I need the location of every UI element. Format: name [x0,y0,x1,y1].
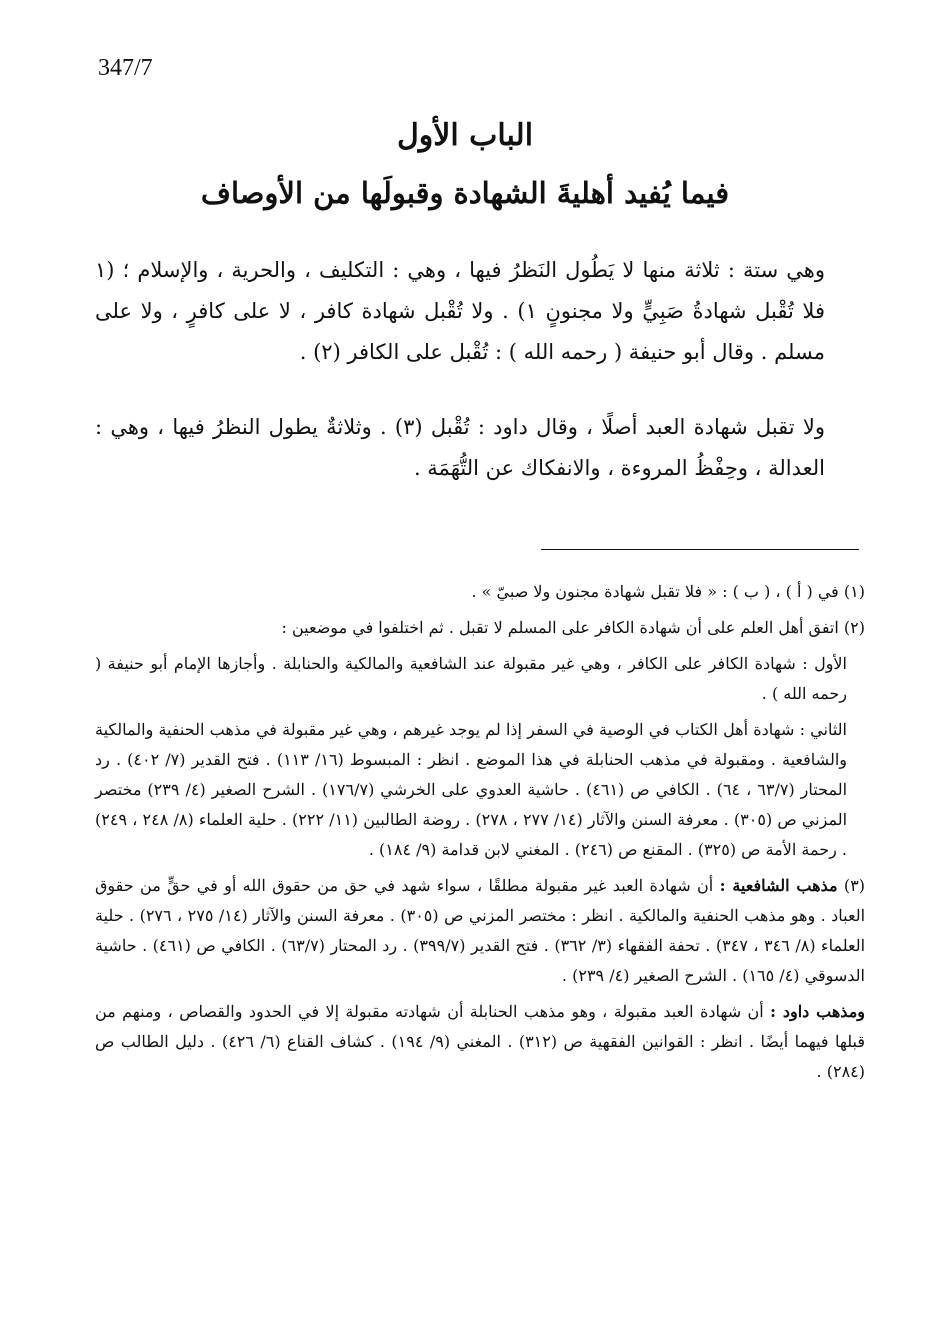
footnote-separator [541,549,859,550]
footnote-2-first: الأول : شهادة الكافر على الكافر ، وهي غير مقبولة عند الشافعية والمالكية والحنابلة . وأجازها الإمام أبو حنيفة ( رحمه الله ) . [95,654,847,703]
footnote-3-dawud [95,997,865,1087]
footnote-2-second: الثاني : شهادة أهل الكتاب في الوصية في السفر إذا لم يوجد غيرهم ، وهي غير مقبولة في مذهب الحنفية والمالكية والشافعية . ومقبولة في مذهب الحنابلة في هذا الموضع . انظر : المبسوط (١٦/ ١١٣) . فتح القدير (٧/ ٤٠٢) . رد المحتار (٦٣/٧ ، ٦٤) . الكافي ص (٤٦١) . حاشية العدوي على الخرشي (١٧٦/٧) . الشرح الصغير (٤/ ٢٣٩) مختصر المزني ص (٣٠٥) . معرفة السنن والآثار (١٤/ ٢٧٧ ، ٢٧٨) . روضة الطالبين (١١/ ٢٢٢) . حلية العلماء (٨/ ٢٤٨ ، ٢٤٩) . رحمة الأمة ص (٣٢٥) . المقنع ص (٢٤٦) . المغني لابن قدامة (٩/ ١٨٤) . [95,720,848,859]
page-number: 347/7 [98,55,153,81]
footnote-2: (٢) اتفق أهل العلم على أن شهادة الكافر على المسلم لا تقبل . ثم اختلفوا في موضعين : [281,618,865,637]
footnote-3-text: أن شهادة العبد غير مقبولة مطلقًا ، سواء شهد في حق من حقوق الله أو في حقٍّ من حقوق العباد . وهو مذهب الحنفية والمالكية . انظر : مختصر المزني ص (٣٠٥) . معرفة السنن والآثار (١٤/ ٢٧٥ ، ٢٧٦) . حلية العلماء (٨/ ٣٤٦ ، ٣٤٧) . تحفة الفقهاء (٣/ ٣٦٢) . فتح القدير (٣٩٩/٧) . رد المحتار (٦٣/٧) . الكافي ص (٤٦١) . حاشية الدسوقي (٤/ ١٦٥) . الشرح الصغير (٤/ ٢٣٩) . [95,876,866,985]
footnote-3-dawud-text: أن شهادة العبد مقبولة ، وهو مذهب الحنابلة أن شهادته مقبولة إلا في الحدود والقصاص ، ومنهم من قبلها فيهما أيضًا . انظر : القوانين الفقهية ص (٣١٢) . المغني (٩/ ١٩٤) . كشاف القناع (٦/ ٤٢٦) . دليل الطالب ص (٢٨٤) . [95,1002,866,1081]
footnote-3-number: (٣) [837,876,866,895]
footnote-3-lead: مذهب الشافعية : [719,876,838,895]
body-paragraph-2: ولا تقبل شهادة العبد أصلًا ، وقال داود : تُقْبل (٣) . وثلاثةٌ يطول النظرُ فيها ، وهي : العدالة ، وحِفْظُ المروءة ، والانفكاك عن التُّهَمَة . [95,415,826,480]
body-paragraph-1: وهي ستة : ثلاثة منها لا يَطُول النَظرُ فيها ، وهي : التكليف ، والحرية ، والإسلام ؛ (١ فلا تُقْبل شهادةُ صَبِيٍّ ولا مجنونٍ ١) . ولا تُقْبل شهادة كافر ، لا على كافرٍ ، ولا على مسلم . وقال أبو حنيفة ( رحمه الله ) : تُقْبل على الكافر (٢) . [95,258,826,364]
footnote-1: (١) في ( أ ) ، ( ب ) : « فلا تقبل شهادة مجنون ولا صبيّ » . [471,582,865,601]
footnotes-section [95,577,865,1093]
footnote-3-dawud-lead: ومذهب داود : [770,1002,865,1021]
footnote-3 [95,871,865,991]
chapter-subtitle: فيما يُفيد أهليةَ الشهادة وقبولَها من الأوصاف [200,176,730,210]
chapter-title: الباب الأول [396,118,534,153]
